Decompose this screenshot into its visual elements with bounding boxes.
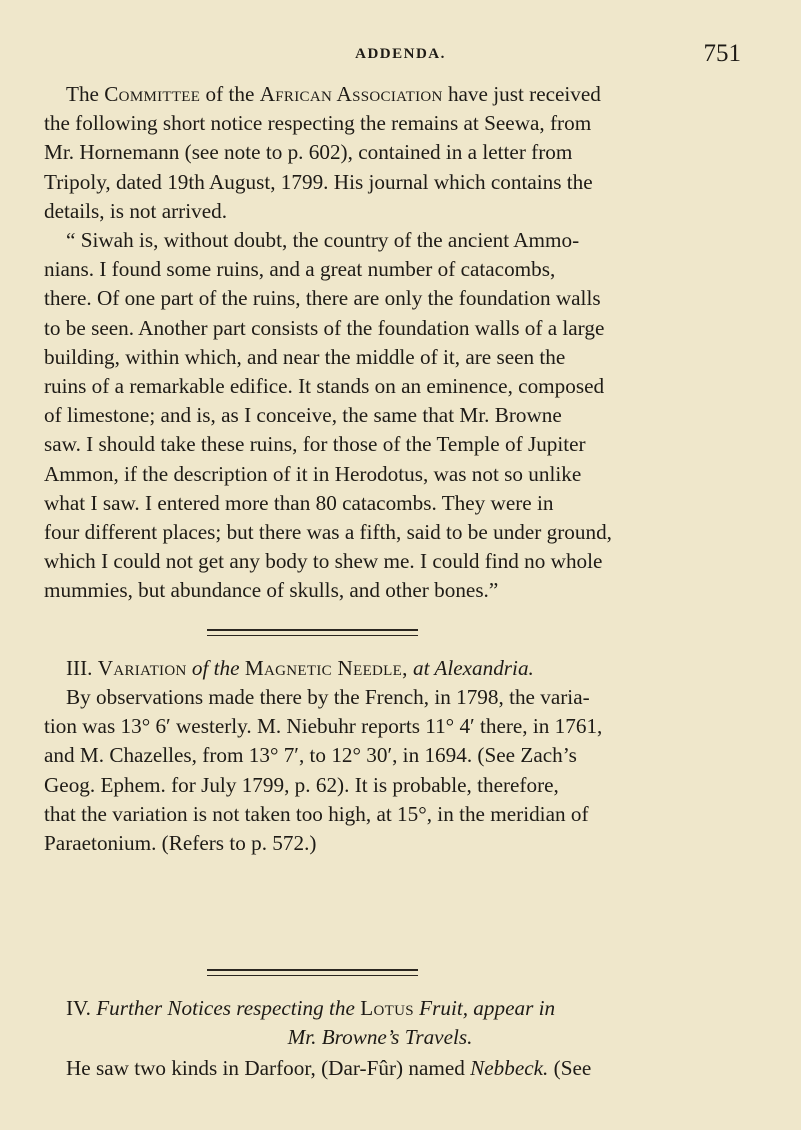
section-divider bbox=[207, 629, 418, 636]
text-line: what I saw. I entered more than 80 catacombs. They were in bbox=[44, 490, 554, 515]
text-line: that the variation is not taken too high, at 15°, in the meridian of bbox=[44, 801, 589, 826]
siwah-section bbox=[44, 80, 716, 606]
text-line: to be seen. Another part consists of the foundation walls of a large bbox=[44, 315, 605, 340]
text-line: He saw two kinds in Darfoor, (Dar-Fûr) named Nebbeck. (See bbox=[66, 1056, 592, 1080]
text-line: there. Of one part of the ruins, there are only the foundation walls bbox=[44, 286, 601, 311]
text-line: ruins of a remarkable edifice. It stands on an eminence, composed bbox=[44, 374, 605, 399]
text-line: Tripoly, dated 19th August, 1799. His journal which contains the bbox=[44, 169, 593, 194]
text-line: four different places; but there was a fifth, said to be under ground, bbox=[44, 520, 612, 545]
running-title: ADDENDA. bbox=[355, 46, 446, 62]
text-line: Mr. Hornemann (see note to p. 602), contained in a letter from bbox=[44, 140, 573, 165]
lotus-paragraph bbox=[44, 1054, 716, 1083]
text-line: tion was 13° 6′ westerly. M. Niebuhr reports 11° 4′ there, in 1761, bbox=[44, 714, 603, 739]
section-heading: III. Variation of the Magnetic Needle, at Alexandria. bbox=[66, 656, 534, 680]
committee-intro: The Committee of the African Association have just received bbox=[66, 82, 601, 106]
siwah-paragraph bbox=[44, 80, 716, 606]
text-line: mummies, but abundance of skulls, and other bones.” bbox=[44, 578, 499, 603]
text-line bbox=[44, 80, 716, 109]
running-head bbox=[0, 40, 801, 70]
section-heading: IV. Further Notices respecting the Lotus Fruit, appear in bbox=[66, 996, 556, 1020]
text-line: which I could not get any body to shew me. I could find no whole bbox=[44, 549, 603, 574]
text-line: nians. I found some ruins, and a great number of catacombs, bbox=[44, 257, 556, 282]
text-line: saw. I should take these ruins, for those of the Temple of Jupiter bbox=[44, 432, 586, 457]
text-line: Paraetonium. (Refers to p. 572.) bbox=[44, 831, 317, 856]
text-line: the following short notice respecting the remains at Seewa, from bbox=[44, 111, 592, 136]
text-line: building, within which, and near the middle of it, are seen the bbox=[44, 344, 566, 369]
page-number: 751 bbox=[703, 40, 741, 67]
lotus-section bbox=[44, 994, 716, 1083]
text-line: Geog. Ephem. for July 1799, p. 62). It is probable, therefore, bbox=[44, 772, 559, 797]
text-line: details, is not arrived. bbox=[44, 198, 227, 223]
section-divider bbox=[207, 969, 418, 976]
text-line: of limestone; and is, as I conceive, the same that Mr. Browne bbox=[44, 403, 562, 428]
section-heading-line2: Mr. Browne’s Travels. bbox=[287, 1025, 473, 1049]
variation-section bbox=[44, 654, 716, 858]
text-line: Ammon, if the description of it in Herodotus, was not so unlike bbox=[44, 461, 582, 486]
text-line: and M. Chazelles, from 13° 7′, to 12° 30′, in 1694. (See Zach’s bbox=[44, 743, 577, 768]
text-line: “ Siwah is, without doubt, the country of the ancient Ammo- bbox=[66, 228, 580, 253]
text-line: By observations made there by the French, in 1798, the varia- bbox=[66, 685, 590, 709]
variation-paragraph bbox=[44, 683, 716, 858]
